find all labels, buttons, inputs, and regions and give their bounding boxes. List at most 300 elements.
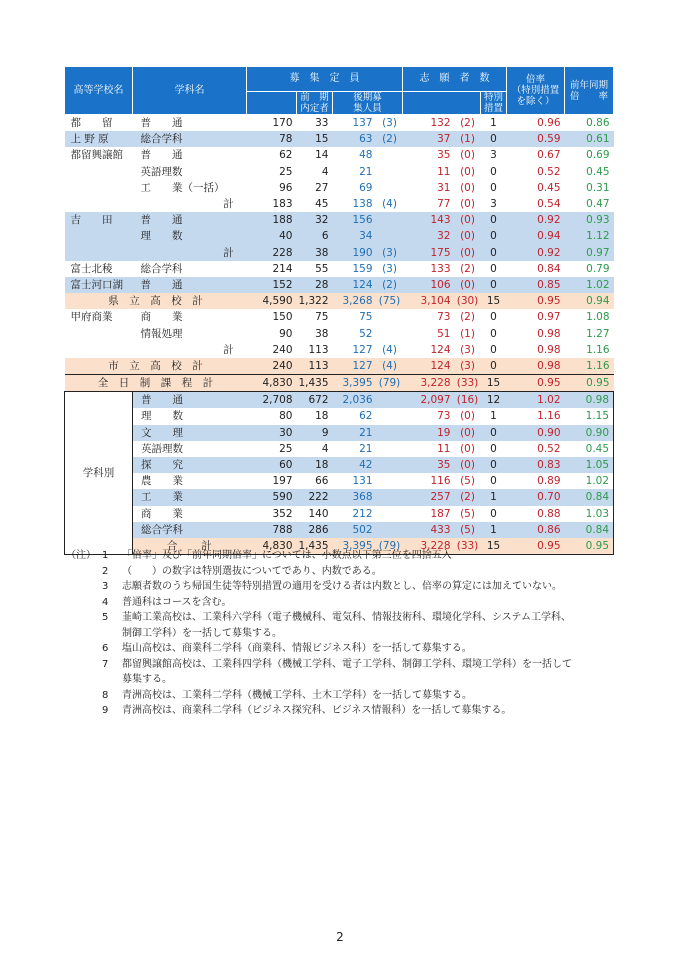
prev-ratio-cell: 0.97 [565, 245, 614, 261]
capacity-cell: 152 [247, 277, 297, 293]
late-cell: 159 [333, 261, 377, 277]
table-row [65, 408, 614, 424]
special-measure-cell: 1 [481, 522, 507, 538]
ratio-cell: 1.16 [507, 408, 565, 424]
school-name-cell [65, 196, 133, 212]
blank-cell [133, 196, 211, 212]
header-blank-2 [403, 92, 481, 115]
applicants-cell: 133 [403, 261, 455, 277]
capacity-cell: 352 [247, 506, 297, 522]
late-cell: 63 [333, 131, 377, 147]
note-number: 1 [102, 550, 109, 561]
applicants-special-cell: (0) [455, 425, 481, 441]
ratio-cell: 0.92 [507, 245, 565, 261]
late-special-cell: (3) [377, 245, 403, 261]
dept-name-cell: 商 業 [133, 506, 247, 522]
note-prefix [66, 579, 102, 595]
table-row [65, 131, 614, 147]
late-cell: 138 [333, 196, 377, 212]
early-cell: 45 [297, 196, 333, 212]
table-row [65, 425, 614, 441]
late-cell: 502 [333, 522, 377, 538]
early-cell: 15 [297, 131, 333, 147]
note-item [66, 672, 626, 688]
early-cell: 140 [297, 506, 333, 522]
header-dept: 学科名 [133, 67, 247, 115]
early-cell: 1,435 [297, 375, 333, 392]
dept-name-cell: 探 究 [133, 457, 247, 473]
header-school: 高等学校名 [65, 67, 133, 115]
dept-name-cell: 文 理 [133, 425, 247, 441]
prev-ratio-cell: 1.12 [565, 228, 614, 244]
school-name-cell [65, 180, 133, 196]
applicants-cell: 51 [403, 325, 455, 341]
late-special-cell [377, 522, 403, 538]
table-row [65, 147, 614, 163]
applicants-cell: 124 [403, 358, 455, 375]
table-row [65, 342, 614, 358]
prev-ratio-cell: 0.95 [565, 375, 614, 392]
capacity-cell: 25 [247, 441, 297, 457]
applicants-cell: 35 [403, 457, 455, 473]
header-early: 前 期 内定者 [297, 92, 333, 115]
notes [66, 548, 626, 719]
applicants-special-cell: (3) [455, 358, 481, 375]
prev-ratio-cell: 1.16 [565, 358, 614, 375]
applicants-cell: 19 [403, 425, 455, 441]
header-late: 後期募 集人員 [333, 92, 403, 115]
dept-name-cell: 普 通 [133, 212, 247, 228]
note-text: 「倍率」及び「前年同期倍率」については、小数点以下第三位を四捨五入 [122, 550, 452, 561]
school-name-cell: 富士河口湖 [65, 277, 133, 293]
prev-ratio-cell: 0.31 [565, 180, 614, 196]
early-cell: 55 [297, 261, 333, 277]
note-text: 普通科はコースを含む。 [122, 596, 232, 608]
dept-name-cell: 普 通 [133, 147, 247, 163]
applicants-cell: 11 [403, 164, 455, 180]
special-measure-cell: 1 [481, 489, 507, 505]
dept-name-cell: 総合学科 [133, 522, 247, 538]
ratio-cell: 0.97 [507, 309, 565, 325]
capacity-cell: 150 [247, 309, 297, 325]
ratio-cell: 0.86 [507, 522, 565, 538]
by-dept-label: 学科別 [65, 392, 133, 555]
table-body-by-dept [65, 392, 614, 555]
late-cell: 21 [333, 441, 377, 457]
special-measure-cell: 0 [481, 425, 507, 441]
early-cell: 9 [297, 425, 333, 441]
late-cell: 368 [333, 489, 377, 505]
table-row [65, 473, 614, 489]
prev-ratio-cell: 1.02 [565, 473, 614, 489]
special-measure-cell: 0 [481, 441, 507, 457]
subtotal-label: 計 [211, 196, 247, 212]
applicants-cell: 175 [403, 245, 455, 261]
applicants-cell: 433 [403, 522, 455, 538]
applicants-cell: 116 [403, 473, 455, 489]
early-cell: 1,322 [297, 293, 333, 309]
capacity-cell: 4,590 [247, 293, 297, 309]
note-number: 8 [102, 689, 109, 701]
applicants-special-cell: (5) [455, 473, 481, 489]
page-number: 2 [336, 930, 344, 944]
special-measure-cell: 0 [481, 309, 507, 325]
ratio-cell: 0.89 [507, 473, 565, 489]
applicants-special-cell: (2) [455, 489, 481, 505]
applicants-cell: 3,104 [403, 293, 455, 309]
early-cell: 27 [297, 180, 333, 196]
table-row [65, 489, 614, 505]
note-prefix [66, 703, 102, 719]
table-row [65, 441, 614, 457]
late-special-cell [377, 506, 403, 522]
table-row [65, 293, 614, 309]
special-measure-cell: 3 [481, 196, 507, 212]
applicants-special-cell: (5) [455, 506, 481, 522]
applicants-cell: 3,228 [403, 375, 455, 392]
table-row [65, 196, 614, 212]
table-row [65, 358, 614, 375]
prev-ratio-cell: 0.93 [565, 212, 614, 228]
special-measure-cell: 0 [481, 180, 507, 196]
applicants-special-cell: (0) [455, 441, 481, 457]
ratio-cell: 0.45 [507, 180, 565, 196]
late-special-cell: (3) [377, 115, 403, 132]
capacity-cell: 170 [247, 115, 297, 132]
ratio-cell: 0.52 [507, 441, 565, 457]
capacity-cell: 4,830 [247, 375, 297, 392]
late-special-cell: (3) [377, 261, 403, 277]
early-cell: 32 [297, 212, 333, 228]
early-cell: 222 [297, 489, 333, 505]
prev-ratio-cell: 0.79 [565, 261, 614, 277]
prev-ratio-cell: 0.84 [565, 489, 614, 505]
special-measure-cell: 0 [481, 131, 507, 147]
ratio-cell: 0.95 [507, 293, 565, 309]
table-row [65, 228, 614, 244]
special-measure-cell: 0 [481, 457, 507, 473]
ratio-cell: 0.98 [507, 325, 565, 341]
prev-ratio-cell: 1.03 [565, 506, 614, 522]
late-special-cell [377, 473, 403, 489]
special-measure-cell: 0 [481, 277, 507, 293]
school-name-cell [65, 164, 133, 180]
capacity-cell: 240 [247, 342, 297, 358]
late-cell: 62 [333, 408, 377, 424]
note-text: 青洲高校は、工業科二学科（機械工学科、土木工学科）を一括して募集する。 [122, 689, 472, 701]
applicants-cell: 124 [403, 342, 455, 358]
ratio-cell: 0.70 [507, 489, 565, 505]
note-item [66, 688, 626, 704]
late-special-cell [377, 212, 403, 228]
late-cell: 131 [333, 473, 377, 489]
blank-cell [133, 245, 211, 261]
dept-name-cell: 普 通 [133, 115, 247, 132]
applicants-cell: 11 [403, 441, 455, 457]
applicants-special-cell: (2) [455, 261, 481, 277]
ratio-cell: 0.67 [507, 147, 565, 163]
dept-name-cell: 工 業（一括） [133, 180, 247, 196]
table-row [65, 325, 614, 341]
special-measure-cell: 0 [481, 358, 507, 375]
late-special-cell: (79) [377, 538, 403, 555]
applicants-special-cell: (0) [455, 196, 481, 212]
prev-ratio-cell: 0.94 [565, 293, 614, 309]
note-text: 志願者数のうち帰国生徒等特別措置の適用を受ける者は内数とし、倍率の算定には加えていない。 [122, 581, 562, 592]
dept-name-cell: 商 業 [133, 309, 247, 325]
early-cell: 18 [297, 408, 333, 424]
ratio-cell: 0.84 [507, 261, 565, 277]
note-number: 5 [102, 612, 109, 623]
applicants-cell: 73 [403, 309, 455, 325]
note-prefix [66, 595, 102, 611]
late-special-cell [377, 147, 403, 163]
prev-ratio-cell: 0.61 [565, 131, 614, 147]
ratio-cell: 0.98 [507, 358, 565, 375]
ratio-cell: 0.88 [507, 506, 565, 522]
special-measure-cell: 0 [481, 228, 507, 244]
capacity-cell: 90 [247, 325, 297, 341]
school-name-cell [65, 325, 133, 341]
early-cell: 18 [297, 457, 333, 473]
applicants-cell: 106 [403, 277, 455, 293]
late-cell: 212 [333, 506, 377, 522]
note-prefix [66, 672, 102, 688]
late-special-cell: (79) [377, 375, 403, 392]
early-cell: 38 [297, 325, 333, 341]
late-special-cell [377, 392, 403, 409]
late-special-cell: (4) [377, 342, 403, 358]
late-special-cell [377, 228, 403, 244]
late-cell: 21 [333, 425, 377, 441]
note-number: 7 [102, 658, 109, 670]
ratio-cell: 0.90 [507, 425, 565, 441]
prev-ratio-cell: 1.08 [565, 309, 614, 325]
special-measure-cell: 0 [481, 325, 507, 341]
prev-ratio-cell: 1.16 [565, 342, 614, 358]
late-cell: 69 [333, 180, 377, 196]
prev-ratio-cell: 0.45 [565, 441, 614, 457]
applicants-cell: 31 [403, 180, 455, 196]
applicants-special-cell: (0) [455, 277, 481, 293]
subtotal-label: 計 [211, 245, 247, 261]
applicants-special-cell: (2) [455, 309, 481, 325]
applicants-special-cell: (3) [455, 342, 481, 358]
capacity-cell: 2,708 [247, 392, 297, 409]
capacity-cell: 62 [247, 147, 297, 163]
capacity-cell: 25 [247, 164, 297, 180]
late-cell: 3,395 [333, 538, 377, 555]
dept-name-cell: 普 通 [133, 277, 247, 293]
early-cell: 6 [297, 228, 333, 244]
late-special-cell [377, 180, 403, 196]
ratio-cell: 0.83 [507, 457, 565, 473]
early-cell: 113 [297, 342, 333, 358]
early-cell: 14 [297, 147, 333, 163]
capacity-cell: 30 [247, 425, 297, 441]
ratio-cell: 0.54 [507, 196, 565, 212]
table-row [65, 522, 614, 538]
table-header [65, 67, 614, 115]
header-applicants: 志 願 者 数 [403, 67, 507, 92]
late-cell: 124 [333, 277, 377, 293]
prev-ratio-cell: 1.15 [565, 408, 614, 424]
special-measure-cell: 0 [481, 342, 507, 358]
capacity-cell: 214 [247, 261, 297, 277]
prev-ratio-cell: 1.02 [565, 277, 614, 293]
special-measure-cell: 15 [481, 375, 507, 392]
table-row [65, 180, 614, 196]
header-ratio: 倍率 （特別措置 を除く） [507, 67, 565, 115]
note-prefix [66, 626, 102, 642]
ratio-cell: 0.95 [507, 375, 565, 392]
applicants-cell: 35 [403, 147, 455, 163]
ratio-cell: 0.98 [507, 342, 565, 358]
early-cell: 38 [297, 245, 333, 261]
school-name-cell: 吉 田 [65, 212, 133, 228]
late-cell: 3,395 [333, 375, 377, 392]
header-special: 特別 措置 [481, 92, 507, 115]
table-row [65, 212, 614, 228]
note-number: 4 [102, 596, 109, 608]
note-number: 9 [102, 705, 109, 716]
capacity-cell: 78 [247, 131, 297, 147]
table-row [65, 392, 614, 409]
applicants-special-cell: (0) [455, 212, 481, 228]
special-measure-cell: 0 [481, 164, 507, 180]
early-cell: 4 [297, 164, 333, 180]
capacity-cell: 80 [247, 408, 297, 424]
table-row [65, 115, 614, 132]
note-text: 塩山高校は、商業科二学科（商業科、情報ビジネス科）を一括して募集する。 [122, 643, 472, 654]
late-special-cell [377, 309, 403, 325]
prev-ratio-cell: 0.84 [565, 522, 614, 538]
late-special-cell: (4) [377, 196, 403, 212]
note-number: 2 [102, 565, 109, 577]
applicants-special-cell: (2) [455, 115, 481, 132]
table-row [65, 457, 614, 473]
applicants-special-cell: (0) [455, 457, 481, 473]
applicants-special-cell: (33) [455, 375, 481, 392]
prev-ratio-cell: 0.86 [565, 115, 614, 132]
special-measure-cell: 15 [481, 293, 507, 309]
late-special-cell [377, 489, 403, 505]
applicants-special-cell: (30) [455, 293, 481, 309]
school-name-cell: 上 野 原 [65, 131, 133, 147]
capacity-cell: 590 [247, 489, 297, 505]
dept-name-cell: 合 計 [133, 538, 247, 555]
applicants-special-cell: (0) [455, 180, 481, 196]
late-cell: 48 [333, 147, 377, 163]
school-name-cell: 都留興譲館 [65, 147, 133, 163]
applicants-cell: 73 [403, 408, 455, 424]
late-special-cell: (2) [377, 277, 403, 293]
late-cell: 52 [333, 325, 377, 341]
table-row [65, 309, 614, 325]
late-special-cell [377, 164, 403, 180]
header-capacity: 募 集 定 員 [247, 67, 403, 92]
dept-name-cell: 理 数 [133, 408, 247, 424]
late-special-cell: (4) [377, 358, 403, 375]
dept-name-cell: 英語理数 [133, 441, 247, 457]
late-special-cell [377, 441, 403, 457]
late-special-cell: (2) [377, 131, 403, 147]
note-item [66, 703, 626, 719]
late-cell: 75 [333, 309, 377, 325]
table-row [65, 277, 614, 293]
note-text: 都留興譲館高校は、工業科四学科（機械工学科、電子工学科、制御工学科、環境工学科）を一括して [122, 658, 572, 670]
applicants-special-cell: (16) [455, 392, 481, 409]
early-cell: 1,435 [297, 538, 333, 555]
early-cell: 286 [297, 522, 333, 538]
late-cell: 2,036 [333, 392, 377, 409]
capacity-cell: 788 [247, 522, 297, 538]
row-label: 市 立 高 校 計 [65, 358, 247, 375]
table-body-schools [65, 115, 614, 392]
applicants-cell: 37 [403, 131, 455, 147]
dept-name-cell: 情報処理 [133, 325, 247, 341]
ratio-cell: 0.92 [507, 212, 565, 228]
prev-ratio-cell: 0.95 [565, 538, 614, 555]
note-text: 制御工学科）を一括して募集する。 [122, 627, 282, 639]
note-prefix [66, 688, 102, 704]
late-cell: 21 [333, 164, 377, 180]
prev-ratio-cell: 0.47 [565, 196, 614, 212]
dept-name-cell: 総合学科 [133, 261, 247, 277]
special-measure-cell: 3 [481, 147, 507, 163]
late-cell: 3,268 [333, 293, 377, 309]
note-item [66, 657, 626, 673]
dept-name-cell: 工 業 [133, 489, 247, 505]
note-number [102, 626, 122, 642]
header-blank [247, 92, 297, 115]
note-item [66, 595, 626, 611]
ratio-cell: 0.52 [507, 164, 565, 180]
ratio-cell: 0.94 [507, 228, 565, 244]
late-cell: 34 [333, 228, 377, 244]
table-row [65, 506, 614, 522]
dept-name-cell: 農 業 [133, 473, 247, 489]
applicants-cell: 32 [403, 228, 455, 244]
special-measure-cell: 1 [481, 115, 507, 132]
applicants-special-cell: (5) [455, 522, 481, 538]
capacity-cell: 197 [247, 473, 297, 489]
late-cell: 156 [333, 212, 377, 228]
prev-ratio-cell: 0.98 [565, 392, 614, 409]
subtotal-label: 計 [211, 342, 247, 358]
special-measure-cell: 0 [481, 506, 507, 522]
applicants-special-cell: (0) [455, 228, 481, 244]
note-text: 韮崎工業高校は、工業科六学科（電子機械科、電気科、情報技術科、環境化学科、システム工学科、 [122, 612, 571, 623]
school-name-cell [65, 245, 133, 261]
note-prefix [66, 641, 102, 657]
note-prefix: （注） [66, 550, 96, 561]
table-row [65, 375, 614, 392]
dept-name-cell: 普 通 [133, 392, 247, 409]
early-cell: 33 [297, 115, 333, 132]
applicants-special-cell: (1) [455, 131, 481, 147]
header-prev-ratio: 前年同期 倍 率 [565, 67, 614, 115]
prev-ratio-cell: 1.27 [565, 325, 614, 341]
note-prefix [66, 564, 102, 580]
dept-name-cell: 総合学科 [133, 131, 247, 147]
early-cell: 4 [297, 441, 333, 457]
dept-name-cell: 理 数 [133, 228, 247, 244]
note-number: 3 [102, 581, 109, 592]
special-measure-cell: 0 [481, 245, 507, 261]
prev-ratio-cell: 0.90 [565, 425, 614, 441]
ratio-cell: 0.96 [507, 115, 565, 132]
